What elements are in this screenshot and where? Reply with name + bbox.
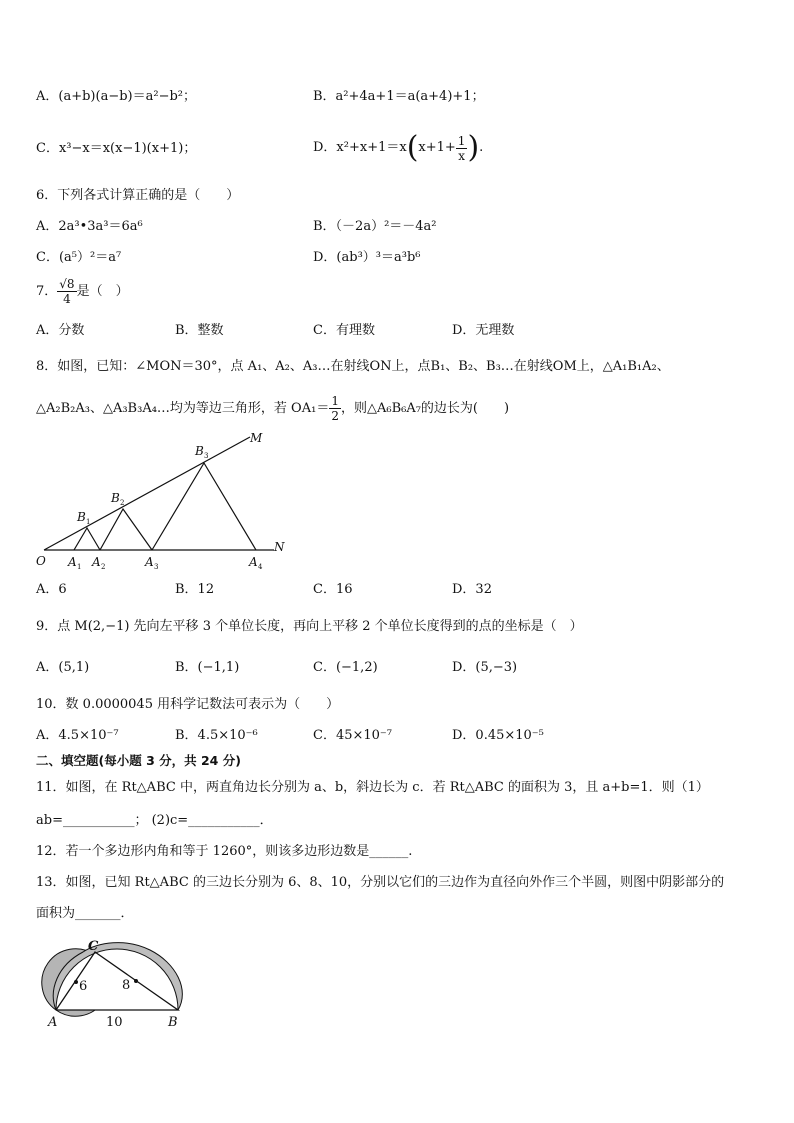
q7-stem: 7． $\frac{√8}{4}$ 是（ ） [36,277,129,306]
label-ten: 10 [106,1015,123,1030]
q11-line1: 11．如图，在 Rt△ABC 中，两直角边长分别为 a、b，斜边长为 c．若 Rt△ABC 的面积为 3，且 a+b=1．则（1） [36,780,709,795]
q10-stem: 10．数 0.0000045 用科学记数法可表示为（ ） [36,697,340,712]
q5-option-d-paren-l: ( [406,130,419,165]
label-a4-sub: 4 [258,563,263,571]
label-a3: A [145,555,154,569]
label-m: M [250,431,263,445]
q5-option-d-end: . [479,140,484,155]
label-b3: B [195,444,204,458]
label-eight: 8 [122,978,131,993]
label-n: N [274,540,285,554]
q9-option-d: D．(5,−3) [452,660,518,675]
triangle-a3b3a4 [152,463,256,550]
label-o: O [36,554,46,568]
q6-option-b: B．（－2a）²＝－4a² [313,219,437,234]
q5-option-d-x1: x+1+ [418,140,456,155]
q13-line2: 面积为_______． [36,906,134,921]
q7-option-b: B．整数 [175,323,224,338]
midpoint-bc [134,979,138,983]
q5-option-d-left: D．x²+x+1＝x [313,140,407,155]
q5-option-b: B．a²+4a+1＝a(a+4)+1； [313,89,485,104]
q10-option-b: B．4.5×10⁻⁶ [175,728,258,743]
label-a3-sub: 3 [154,563,159,571]
midpoint-ac [74,980,78,984]
q6-option-d: D．(ab³）³＝a³b⁶ [313,250,421,265]
q7-fraction: $\frac{√8}{4}$ [59,277,75,306]
q8-option-c: C．16 [313,582,353,597]
label-b1: B [77,510,86,524]
label-b2-sub: 2 [120,499,125,507]
q8-option-a: A．6 [36,582,67,597]
q8-option-b: B．12 [175,582,215,597]
q6-stem: 6．下列各式计算正确的是（ ） [36,188,240,203]
q5-option-d [313,128,483,170]
q6-option-a: A．2a³•3a³＝6a⁶ [36,219,143,234]
q5-option-d-fraction: $\frac{1}{x}$ [457,133,466,163]
label-b3-sub: 3 [204,452,209,460]
q9-stem: 9．点 M(2,−1) 先向左平移 3 个单位长度，再向上平移 2 个单位长度得到的点的坐标是（ ） [36,619,583,634]
q10-option-a: A．4.5×10⁻⁷ [36,728,119,743]
q8-triangle-figure [30,425,300,573]
q12-stem: 12．若一个多边形内角和等于 1260°，则该多边形边数是______. [36,844,413,859]
label-b2: B [111,491,120,505]
q10-option-c: C．45×10⁻⁷ [313,728,392,743]
label-a2-sub: 2 [101,563,106,571]
label-a2: A [92,555,101,569]
section-heading-fill-blank: 二、填空题(每小题 3 分，共 24 分) [36,753,241,768]
q8-option-d: D．32 [452,582,492,597]
q10-option-d: D．0.45×10⁻⁵ [452,728,544,743]
q9-option-b: B．(−1,1) [175,660,240,675]
q13-line1: 13．如图，已知 Rt△ABC 的三边长分别为 6、8、10，分别以它们的三边作为直径向外作三个半圆，则图中阴影部分的 [36,875,725,890]
ray-om [44,437,250,550]
label-a: A [48,1015,58,1030]
q6-option-c: C．(a⁵）²＝a⁷ [36,250,122,265]
q8-stem-line1: 8．如图，已知：∠MON＝30°，点 A₁、A₂、A₃…在射线ON上，点B₁、B₂、B₃…在射线OM上，△A₁B₁A₂、 [36,359,670,374]
q7-option-d: D．无理数 [452,323,515,338]
q5-option-a: A．(a+b)(a−b)＝a²−b²； [36,89,196,104]
label-a4: A [249,555,258,569]
q9-option-a: A．(5,1) [36,660,90,675]
q5-option-c: C．x³−x＝x(x−1)(x+1)； [36,141,197,156]
label-b1-sub: 1 [86,518,91,526]
q8-stem-line2: △A₂B₂A₃、△A₃B₃A₄…均为等边三角形，若 OA₁＝ $\frac{1}{2}$ ，则△A₆B₆A₇的边长为( ) [36,394,510,423]
q8-fraction: $\frac{1}{2}$ [331,394,339,423]
label-c: C [88,939,99,954]
q9-option-c: C．(−1,2) [313,660,378,675]
q7-option-c: C．有理数 [313,323,375,338]
label-a1: A [68,555,77,569]
label-a1-sub: 1 [77,563,82,571]
q5-option-d-paren-r: ) [467,130,480,165]
q7-option-a: A．分数 [36,323,85,338]
label-b: B [168,1015,178,1030]
q13-semicircle-figure [38,930,198,1030]
label-six: 6 [79,979,88,994]
q11-line2: ab=___________； (2)c=___________． [36,813,273,828]
